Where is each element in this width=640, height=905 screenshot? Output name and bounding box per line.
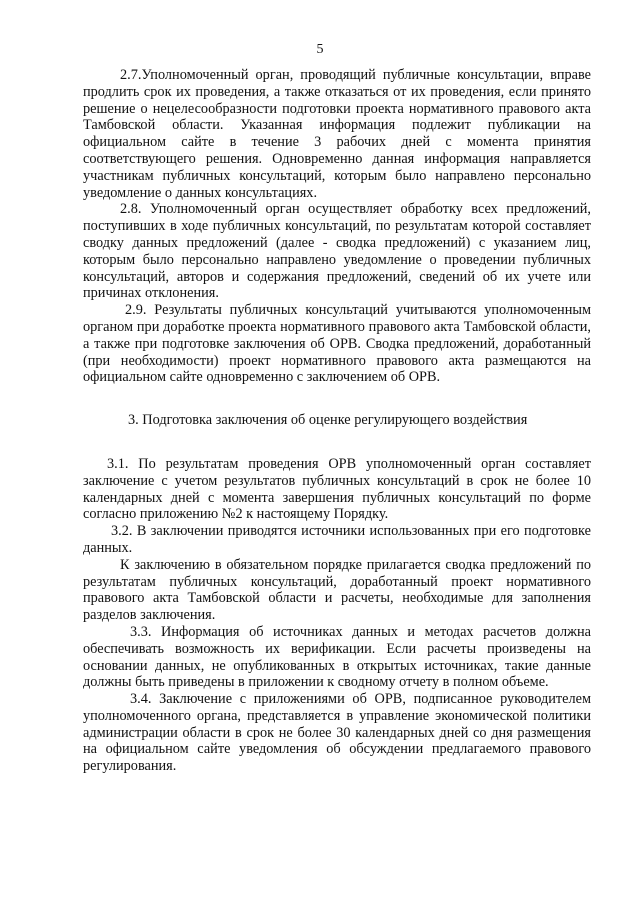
page-number: 5 bbox=[316, 42, 324, 57]
paragraph-2-8: 2.8. Уполномоченный орган осуществляет обработку всех предложений, поступивших в ходе публичных консультаций, по результатам которой составляет сводку данных предложений (далее - сводка предложений) с указанием лиц, которым было персонально направлено уведомление о проведении публичных консультаций, авторов и содержания предложений, сведений об их учете или причинах отклонения. bbox=[83, 201, 591, 302]
paragraph-2-9: 2.9. Результаты публичных консультаций учитываются уполномоченным органом при доработке проекта нормативного правового акта Тамбовской области, а также при подготовке заключения об ОРВ. Сводка предложений, доработанный (при необходимости) проект нормативного правового акта размещаются на официальном сайте одновременно с заключением об ОРВ. bbox=[83, 302, 591, 386]
paragraph-3-3: 3.3. Информация об источниках данных и методах расчетов должна обеспечивать возможность их верификации. Если расчеты произведены на основании данных, не опубликованных в открытых источниках, такие данные должны быть приведены в приложении к сводному отчету в полном объеме. bbox=[83, 623, 591, 691]
paragraph-3-2: 3.2. В заключении приводятся источники использованных при его подготовке данных. bbox=[83, 523, 591, 556]
paragraph-3-2-attachment: К заключению в обязательном порядке прилагается сводка предложений по результатам публичных консультаций, доработанный проект нормативного правового акта Тамбовской области и расчеты, необходимые для заполнения разделов заключения. bbox=[83, 556, 591, 624]
paragraph-3-4: 3.4. Заключение с приложениями об ОРВ, подписанное руководителем уполномоченного органа, представляется в управление экономической политики администрации области в срок не более 30 календарных дней со дня размещения на официальном сайте уведомления об обсуждении предлагаемого правового регулирования. bbox=[83, 691, 591, 775]
paragraph-2-7: 2.7.Уполномоченный орган, проводящий публичные консультации, вправе продлить срок их проведения, а также отказаться от их проведения, если принято решение о нецелесообразности подготовки проекта нормативного правового акта Тамбовской области. Указанная информация подлежит публикации на официальном сайте в течение 3 рабочих дней с момента принятия соответствующего решения. Одновременно данная информация направляется участникам публичных консультаций, которым было направлено персонально уведомление о данных консультациях. bbox=[83, 67, 591, 201]
paragraph-3-1: 3.1. По результатам проведения ОРВ уполномоченный орган составляет заключение с учетом результатов публичных консультаций в срок не более 10 календарных дней с момента завершения публичных консультаций по форме согласно приложению №2 к настоящему Порядку. bbox=[83, 455, 591, 523]
document-body bbox=[83, 67, 591, 775]
section-3-title: 3. Подготовка заключения об оценке регулирующего воздействия bbox=[128, 412, 528, 429]
